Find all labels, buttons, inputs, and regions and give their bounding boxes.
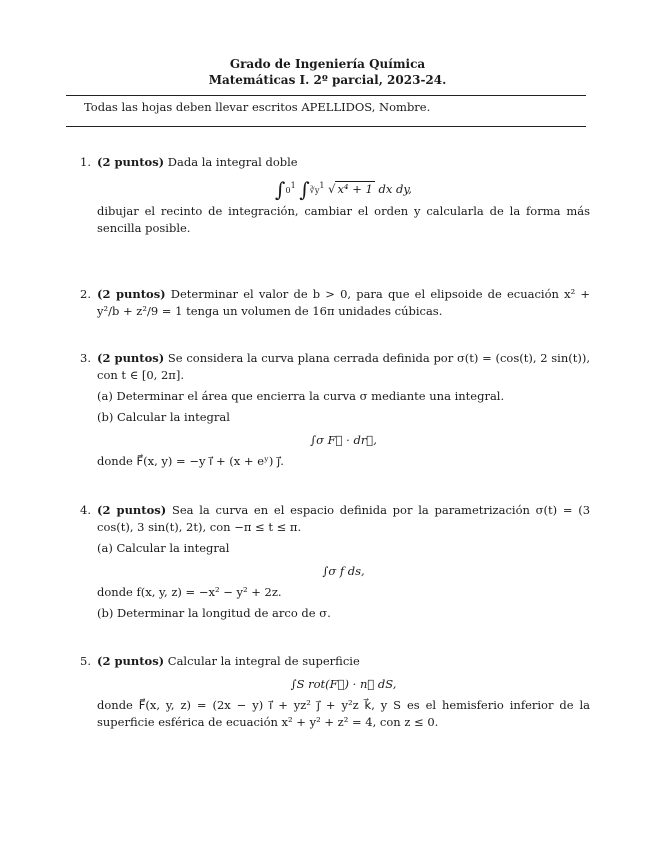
display-equation: ∫σ f ds, [322, 564, 365, 578]
problem-points: (2 puntos) [97, 155, 165, 169]
problem-points: (2 puntos) [97, 503, 167, 517]
problem-after: donde f(x, y, z) = −x² − y² + 2z. [97, 585, 282, 599]
problem-3 [80, 350, 590, 470]
problem-points: (2 puntos) [97, 654, 165, 668]
problem-intro: Sea la curva en el espacio definida por la parametrización σ(t) = (3 cos(t), 3 sin(t), 2t), con −π ≤ t ≤ π. [97, 503, 591, 534]
problem-number: 5. [80, 654, 91, 668]
problem-intro: Se considera la curva plana cerrada definida por σ(t) = (cos(t), 2 sin(t)), con t ∈ [0, 2π]. [97, 351, 591, 382]
problem-number: 2. [80, 287, 91, 301]
problem-1 [80, 154, 590, 237]
problem-number: 4. [80, 503, 91, 517]
degree-title: Grado de Ingeniería Química [229, 57, 426, 71]
instructions-note: Todas las hojas deben llevar escritos APELLIDOS, Nombre. [84, 100, 431, 114]
top-rule [66, 95, 586, 96]
problem-5 [80, 653, 590, 731]
display-equation: ∫σ F⃗ · dr⃗, [310, 433, 377, 447]
display-equation: $\int 0^1$ $\int∛y^1$ √ x⁴ + 1 dx dy, [275, 177, 412, 202]
part-b: (b) Determinar la longitud de arco de σ. [97, 606, 331, 620]
part-b: (b) Calcular la integral [97, 410, 230, 424]
bottom-rule [66, 126, 586, 127]
display-equation: ∫S rot(F⃗) · n⃗ dS, [290, 677, 397, 691]
exam-header [0, 56, 655, 88]
problem-after: donde F⃗(x, y) = −y i⃗ + (x + eʸ) j⃗. [97, 454, 284, 468]
problem-intro: Dada la integral doble [167, 155, 298, 169]
problem-4 [80, 502, 590, 622]
part-a: (a) Calcular la integral [97, 541, 230, 555]
problem-2 [80, 286, 590, 320]
part-a: (a) Determinar el área que encierra la curva σ mediante una integral. [97, 389, 505, 403]
problem-number: 3. [80, 351, 91, 365]
problem-after: donde F⃗(x, y, z) = (2x − y) i⃗ + yz² j⃗ + y²z k⃗, y S es el hemisferio inferior de la superficie esférica de ecuación x² + y² + z² = 4, con z ≤ 0. [97, 698, 590, 729]
problem-intro: Calcular la integral de superficie [167, 654, 360, 668]
problem-points: (2 puntos) [97, 287, 166, 301]
exam-title: Matemáticas I. 2º parcial, 2023-24. [208, 73, 447, 87]
problem-text: Determinar el valor de b > 0, para que el elipsoide de ecuación x² + y²/b + z²/9 = 1 tenga un volumen de 16π unidades cúbicas. [97, 287, 590, 318]
problem-number: 1. [80, 155, 91, 169]
problem-after: dibujar el recinto de integración, cambiar el orden y calcularla de la forma más sencilla posible. [97, 203, 590, 235]
problem-points: (2 puntos) [97, 351, 165, 365]
